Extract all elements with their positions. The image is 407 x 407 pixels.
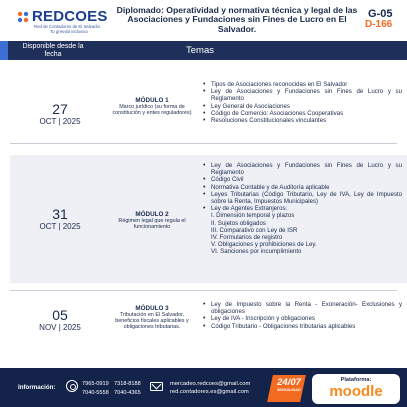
moodle-logo: moodle <box>329 383 383 400</box>
topic-item: • Ley de Asociaciones y Fundaciones sin Fines de Lucro y su Reglamento <box>202 162 402 176</box>
topic-item: • Ley de Asociaciones y Fundaciones sin Fines de Lucro y su Reglamento <box>202 88 402 102</box>
date-month-year: OCT | 2025 <box>39 117 81 126</box>
subtopic-item: II. Sujetos obligados <box>211 219 266 227</box>
topic-item: • Normativa Contable y de Auditoría aplicable <box>202 184 402 191</box>
email-list <box>170 380 250 396</box>
module-title: MÓDULO 1 <box>135 97 169 104</box>
email-link[interactable]: mercadeo.redcoes@gmail.com <box>170 381 251 387</box>
module-info <box>112 211 192 230</box>
group-code: G-05 <box>368 8 393 20</box>
phone-link[interactable]: 7965-0919 <box>82 381 109 387</box>
info-label: Información: <box>18 384 56 391</box>
topic-list <box>202 81 402 124</box>
page-footer <box>0 368 407 407</box>
column-header-bar <box>0 41 407 60</box>
date-month-year: OCT | 2025 <box>39 222 81 231</box>
topic-item: • Ley de Impuesto sobre la Renta - Exoneración- Exclusiones y obligaciones <box>202 301 402 315</box>
module-title: MÓDULO 3 <box>135 305 169 312</box>
diploma-code: D-166 <box>365 19 393 30</box>
schedule-row-2 <box>10 155 407 283</box>
date-month-year: NOV | 2025 <box>39 323 81 332</box>
badge-text: MODALIDAD <box>277 388 301 392</box>
topic-item: • Resoluciones Constitucionales vinculantes <box>202 117 402 124</box>
logo-mark-icon <box>16 10 30 24</box>
module-info <box>112 97 192 116</box>
topics-column-header: Temas <box>186 45 214 56</box>
schedule-row-1 <box>10 62 407 142</box>
subtopic-item: I. Dimensión temporal y plazos <box>211 212 295 220</box>
topic-item: • Código Tributario - Obligaciones tributarias aplicables <box>202 323 402 330</box>
phone-link[interactable]: 7040-5558 <box>82 390 109 396</box>
row-divider <box>10 143 397 144</box>
subtopic-item: V. Obligaciones y prohibiciones de Ley. <box>211 241 317 249</box>
module-description: Tributación en El Salvador, beneficios fiscales aplicables y obligaciones tributarias. <box>115 312 189 330</box>
topic-item: • Ley General de Asociaciones <box>202 103 402 110</box>
row-date <box>10 207 110 231</box>
topic-item: • Tipos de Asociaciones reconocidas en El Salvador <box>202 81 402 88</box>
topic-item: • Leyes Tributarias (Código Tributario, Ley de IVA, Ley de Impuesto sobre la Renta, Impuestos Municipales) <box>202 191 402 205</box>
mail-icon <box>150 382 163 391</box>
row-date <box>10 102 110 126</box>
whatsapp-icon <box>66 380 78 392</box>
schedule-row-3 <box>10 294 407 356</box>
logo-name: REDCOES <box>32 8 108 25</box>
page-header <box>0 0 407 40</box>
topic-list <box>202 162 402 256</box>
module-info <box>112 305 192 330</box>
badge-number: 24/07 <box>277 377 301 388</box>
topic-item: • Código Civil <box>202 176 402 183</box>
date-day: 05 <box>52 307 68 323</box>
phone-link[interactable]: 7040-4365 <box>114 390 141 396</box>
date-day: 31 <box>52 206 68 222</box>
availability-badge <box>275 378 303 393</box>
module-title: MÓDULO 2 <box>135 211 169 218</box>
email-link[interactable]: red.contadores.es@gmail.com <box>170 389 249 395</box>
topic-item: • Código de Comercio: Asociaciones Cooperativas <box>202 110 402 117</box>
column-header-accent <box>0 41 8 60</box>
logo-subtitle: Red de Contadores de El Salvador <box>34 24 101 29</box>
date-column-header: Disponible desde la fecha <box>22 43 84 58</box>
date-day: 27 <box>52 101 68 117</box>
topic-item: • Ley de IVA - Inscripción y obligaciones <box>202 315 402 322</box>
module-description: Régimen legal que regula el funcionamiento <box>118 218 186 230</box>
row-divider <box>10 290 397 291</box>
phone-link[interactable]: 7318-8188 <box>114 381 141 387</box>
page-title: Diplomado: Operatividad y normativa técnica y legal de las Asociaciones y Fundaciones sin Fines de Lucro en El Salvador. <box>116 5 358 34</box>
row-date <box>10 308 110 332</box>
platform-box[interactable] <box>312 374 400 404</box>
logo-tagline: Tu gremial inclusiva <box>50 29 88 34</box>
subtopic-item: VI. Sanciones por incumplimiento <box>211 248 302 256</box>
topic-item: • Ley de Agentes Extranjeros: <box>202 205 402 212</box>
module-description: Marco jurídico (su forma de constitución y entes reguladores) <box>112 104 192 116</box>
subtopic-item: IV. Formularios de registro <box>211 234 283 242</box>
subtopic-item: III. Comparativo con Ley de ISR <box>211 226 298 234</box>
redcoes-logo[interactable] <box>16 8 106 36</box>
platform-label: Plataforma: <box>340 377 372 383</box>
phone-list <box>82 380 146 398</box>
topic-list <box>202 301 402 330</box>
